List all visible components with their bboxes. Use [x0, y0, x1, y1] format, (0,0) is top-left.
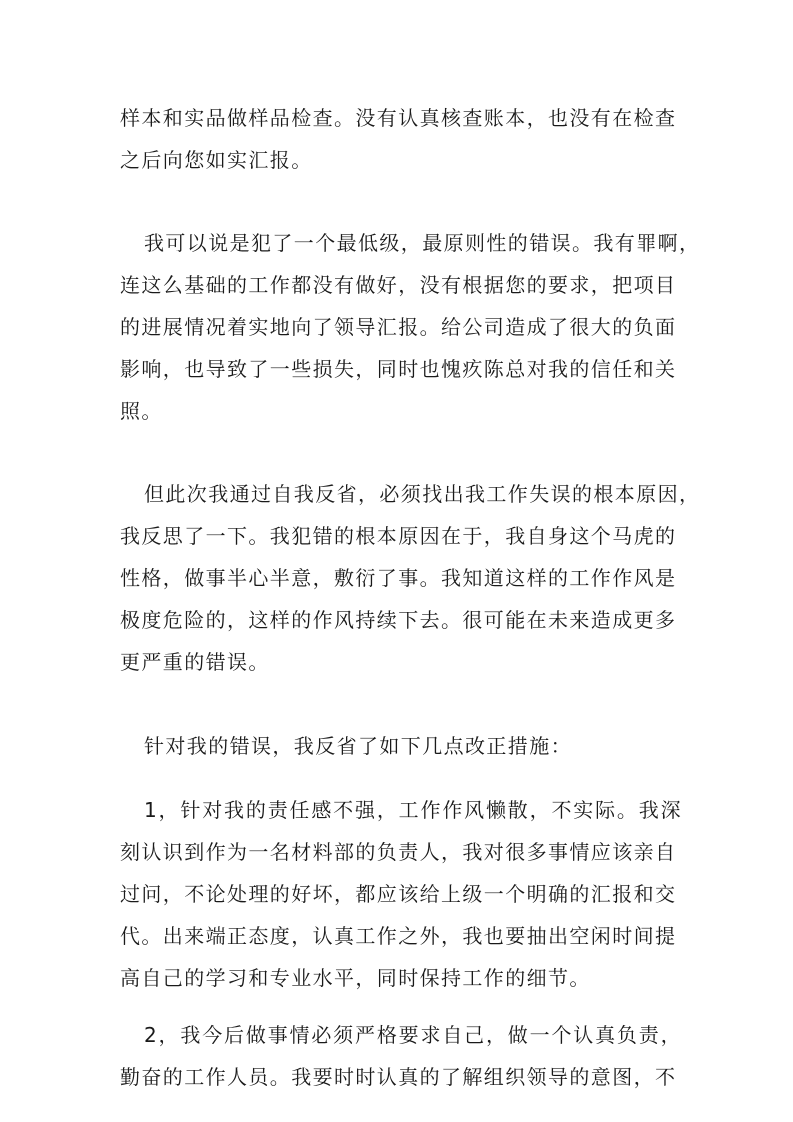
paragraph-line: 样本和实品做样品检查。没有认真核查账本，也没有在检查 — [120, 106, 677, 130]
paragraph-line: 刻认识到作为一名材料部的负责人，我对很多事情应该亲自 — [120, 840, 677, 864]
paragraph-line: 连这么基础的工作都没有做好，没有根据您的要求，把项目 — [120, 273, 677, 297]
paragraph-line: 但此次我通过自我反省，必须找出我工作失误的根本原因， — [144, 482, 701, 506]
paragraph-line: 针对我的错误，我反省了如下几点改正措施： — [144, 734, 572, 758]
paragraph-line: 过问，不论处理的好坏，都应该给上级一个明确的汇报和交 — [120, 882, 677, 906]
paragraph-line: 高自己的学习和专业水平，同时保持工作的细节。 — [120, 966, 591, 990]
paragraph-line: 我反思了一下。我犯错的根本原因在于，我自身这个马虎的 — [120, 524, 677, 548]
paragraph-line: 我可以说是犯了一个最低级，最原则性的错误。我有罪啊， — [144, 231, 701, 255]
paragraph-line: 影响，也导致了一些损失，同时也愧疚陈总对我的信任和关 — [120, 357, 677, 381]
paragraph-line: 勤奋的工作人员。我要时时认真的了解组织领导的意图，不 — [120, 1065, 677, 1089]
paragraph-line: 更严重的错误。 — [120, 650, 270, 674]
paragraph-line: 性格，做事半心半意，敷衍了事。我知道这样的工作作风是 — [120, 566, 677, 590]
paragraph-line: 照。 — [120, 399, 163, 423]
paragraph-line: 1，针对我的责任感不强，工作作风懒散，不实际。我深 — [144, 798, 682, 822]
paragraph-line: 极度危险的，这样的作风持续下去。很可能在未来造成更多 — [120, 608, 677, 632]
paragraph-line: 2，我今后做事情必须严格要求自己，做一个认真负责， — [144, 1023, 682, 1047]
paragraph-line: 代。出来端正态度，认真工作之外，我也要抽出空闲时间提 — [120, 924, 677, 948]
paragraph-line: 的进展情况着实地向了领导汇报。给公司造成了很大的负面 — [120, 315, 677, 339]
paragraph-line: 之后向您如实汇报。 — [120, 148, 313, 172]
